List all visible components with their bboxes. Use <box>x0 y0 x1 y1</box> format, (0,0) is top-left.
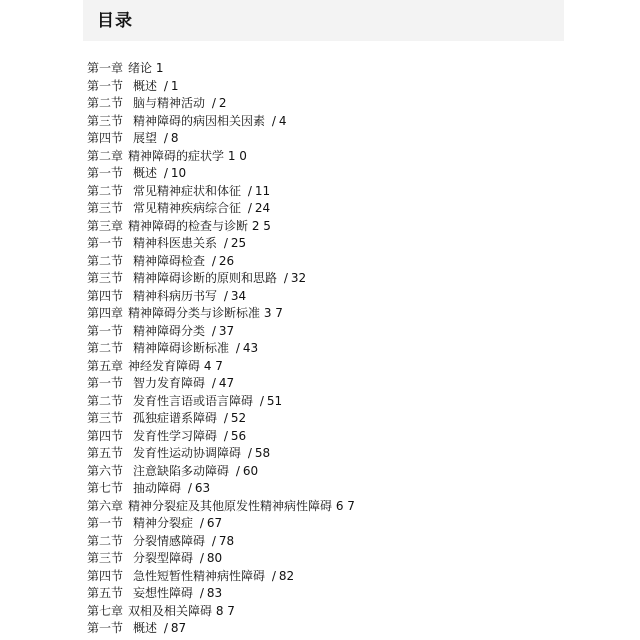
entry-page-number: 67 <box>206 516 223 530</box>
page-separator: / <box>271 568 276 583</box>
entry-page-number: 47 <box>218 376 235 390</box>
toc-chapter-entry <box>87 60 587 78</box>
entry-number: 第一节 <box>87 323 124 338</box>
toc-section-entry <box>87 375 587 393</box>
entry-number: 第二节 <box>87 341 124 355</box>
toc-chapter-entry <box>87 148 587 166</box>
entry-title: 精神科病历书写 <box>133 288 218 303</box>
entry-page-number: 4 7 <box>203 358 223 373</box>
entry-page-number: 60 <box>242 463 259 478</box>
entry-page-number: 80 <box>206 551 223 565</box>
entry-number: 第三节 <box>87 201 124 215</box>
page-separator: / <box>163 166 168 180</box>
toc-chapter-entry <box>87 305 587 323</box>
entry-number: 第二节 <box>87 393 124 408</box>
toc-section-entry <box>87 568 587 586</box>
entry-number: 第二节 <box>87 96 124 110</box>
page-separator: / <box>223 236 228 250</box>
entry-number: 第六章 <box>87 498 124 513</box>
entry-title: 孤独症谱系障碍 <box>133 411 218 425</box>
entry-number: 第二章 <box>87 148 124 163</box>
entry-page-number: 34 <box>230 288 247 303</box>
page-separator: / <box>211 96 216 110</box>
toc-section-entry <box>87 463 587 481</box>
entry-number: 第三节 <box>87 271 124 285</box>
entry-number: 第三节 <box>87 411 124 425</box>
toc-section-entry <box>87 200 587 218</box>
entry-title: 概述 <box>133 621 158 635</box>
entry-number: 第二节 <box>87 253 124 268</box>
page-separator: / <box>247 183 252 198</box>
entry-title: 绪论 <box>128 61 153 75</box>
entry-title: 妄想性障碍 <box>133 586 194 600</box>
page-separator: / <box>235 341 240 355</box>
title-bar <box>83 0 564 41</box>
entry-title: 注意缺陷多动障碍 <box>133 463 230 478</box>
page-separator: / <box>223 288 228 303</box>
entry-title: 精神分裂症及其他原发性精神病性障碍 <box>128 498 333 513</box>
entry-number: 第一章 <box>87 61 124 75</box>
toc-section-entry <box>87 393 587 411</box>
toc-section-entry <box>87 533 587 551</box>
entry-title: 常见精神疾病综合征 <box>133 201 242 215</box>
entry-title: 精神障碍诊断的原则和思路 <box>133 271 278 285</box>
entry-page-number: 10 <box>170 166 187 180</box>
entry-page-number: 3 7 <box>263 306 283 320</box>
toc-chapter-entry <box>87 218 587 236</box>
toc-section-entry <box>87 515 587 533</box>
entry-page-number: 26 <box>218 253 235 268</box>
entry-page-number: 56 <box>230 428 247 443</box>
entry-title: 发育性言语或语言障碍 <box>133 393 254 408</box>
entry-title: 精神科医患关系 <box>133 236 218 250</box>
entry-number: 第四节 <box>87 428 124 443</box>
entry-number: 第一节 <box>87 376 124 390</box>
entry-page-number: 2 <box>218 96 227 110</box>
toc-chapter-entry <box>87 358 587 376</box>
entry-page-number: 52 <box>230 411 247 425</box>
entry-page-number: 82 <box>278 568 295 583</box>
page-separator: / <box>235 463 240 478</box>
entry-title: 分裂情感障碍 <box>133 533 206 548</box>
entry-title: 精神障碍的检查与诊断 <box>128 218 249 233</box>
page-separator: / <box>211 533 216 548</box>
toc-section-entry <box>87 235 587 253</box>
toc-section-entry <box>87 480 587 498</box>
entry-number: 第七节 <box>87 481 124 495</box>
toc-section-entry <box>87 113 587 131</box>
entry-title: 精神分裂症 <box>133 516 194 530</box>
entry-page-number: 8 7 <box>215 603 235 618</box>
toc-section-entry <box>87 270 587 288</box>
entry-page-number: 78 <box>218 533 235 548</box>
entry-page-number: 51 <box>266 393 283 408</box>
entry-page-number: 2 5 <box>251 218 271 233</box>
page-separator: / <box>223 411 228 425</box>
entry-page-number: 63 <box>194 481 211 495</box>
entry-page-number: 83 <box>206 586 223 600</box>
entry-page-number: 1 <box>170 78 179 93</box>
toc-section-entry <box>87 585 587 603</box>
entry-number: 第四节 <box>87 568 124 583</box>
entry-title: 概述 <box>133 166 158 180</box>
entry-title: 急性短暂性精神病性障碍 <box>133 568 266 583</box>
entry-number: 第三章 <box>87 218 124 233</box>
entry-number: 第二节 <box>87 183 124 198</box>
page-separator: / <box>247 446 252 460</box>
entry-page-number: 1 0 <box>227 148 247 163</box>
page-separator: / <box>247 201 252 215</box>
entry-title: 精神障碍的症状学 <box>128 148 225 163</box>
toc-section-entry <box>87 620 587 638</box>
page-separator: / <box>163 621 168 635</box>
toc-section-entry <box>87 253 587 271</box>
page-separator: / <box>199 586 204 600</box>
entry-title: 精神障碍分类 <box>133 323 206 338</box>
entry-number: 第六节 <box>87 463 124 478</box>
toc-section-entry <box>87 183 587 201</box>
entry-title: 精神障碍分类与诊断标准 <box>128 306 261 320</box>
entry-title: 发育性运动协调障碍 <box>133 446 242 460</box>
entry-number: 第一节 <box>87 166 124 180</box>
page-separator: / <box>259 393 264 408</box>
toc-section-entry <box>87 95 587 113</box>
entry-title: 双相及相关障碍 <box>128 603 213 618</box>
entry-page-number: 87 <box>170 621 187 635</box>
entry-number: 第四章 <box>87 306 124 320</box>
entry-title: 脑与精神活动 <box>133 96 206 110</box>
page-separator: / <box>163 131 168 145</box>
page-separator: / <box>283 271 288 285</box>
entry-title: 神经发育障碍 <box>128 358 201 373</box>
entry-number: 第一节 <box>87 236 124 250</box>
toc-section-entry <box>87 340 587 358</box>
toc-section-entry <box>87 410 587 428</box>
entry-page-number: 24 <box>254 201 271 215</box>
page-separator: / <box>211 253 216 268</box>
entry-number: 第一节 <box>87 621 124 635</box>
page-separator: / <box>163 78 168 93</box>
page-separator: / <box>223 428 228 443</box>
entry-title: 精神障碍检查 <box>133 253 206 268</box>
entry-title: 常见精神症状和体征 <box>133 183 242 198</box>
entry-number: 第四节 <box>87 131 124 145</box>
toc-section-entry <box>87 78 587 96</box>
entry-number: 第二节 <box>87 533 124 548</box>
entry-number: 第一节 <box>87 78 124 93</box>
entry-title: 智力发育障碍 <box>133 376 206 390</box>
entry-page-number: 58 <box>254 446 271 460</box>
page-separator: / <box>211 323 216 338</box>
entry-page-number: 25 <box>230 236 247 250</box>
entry-title: 分裂型障碍 <box>133 551 194 565</box>
entry-page-number: 8 <box>170 131 179 145</box>
toc-section-entry <box>87 323 587 341</box>
toc-section-entry <box>87 130 587 148</box>
toc-section-entry <box>87 288 587 306</box>
page-separator: / <box>271 113 276 128</box>
entry-page-number: 11 <box>254 183 271 198</box>
toc-section-entry <box>87 445 587 463</box>
entry-title: 精神障碍诊断标准 <box>133 341 230 355</box>
page-separator: / <box>199 516 204 530</box>
entry-page-number: 32 <box>290 271 307 285</box>
page-title: 目录 <box>97 11 133 31</box>
entry-number: 第三节 <box>87 551 124 565</box>
toc-section-entry <box>87 550 587 568</box>
entry-title: 精神障碍的病因相关因素 <box>133 113 266 128</box>
entry-page-number: 4 <box>278 113 287 128</box>
entry-number: 第五节 <box>87 586 124 600</box>
page-separator: / <box>187 481 192 495</box>
page-separator: / <box>211 376 216 390</box>
entry-number: 第三节 <box>87 113 124 128</box>
entry-title: 概述 <box>133 78 158 93</box>
toc-section-entry <box>87 165 587 183</box>
toc-section-entry <box>87 428 587 446</box>
entry-title: 发育性学习障碍 <box>133 428 218 443</box>
entry-title: 抽动障碍 <box>133 481 182 495</box>
entry-number: 第四节 <box>87 288 124 303</box>
entry-page-number: 6 7 <box>335 498 355 513</box>
entry-number: 第五节 <box>87 446 124 460</box>
entry-page-number: 43 <box>242 341 259 355</box>
entry-page-number: 37 <box>218 323 235 338</box>
toc-chapter-entry <box>87 498 587 516</box>
entry-number: 第五章 <box>87 358 124 373</box>
toc-chapter-entry <box>87 603 587 621</box>
entry-number: 第一节 <box>87 516 124 530</box>
entry-number: 第七章 <box>87 603 124 618</box>
table-of-contents <box>87 60 587 638</box>
entry-page-number: 1 <box>155 61 164 75</box>
entry-title: 展望 <box>133 131 158 145</box>
page-separator: / <box>199 551 204 565</box>
